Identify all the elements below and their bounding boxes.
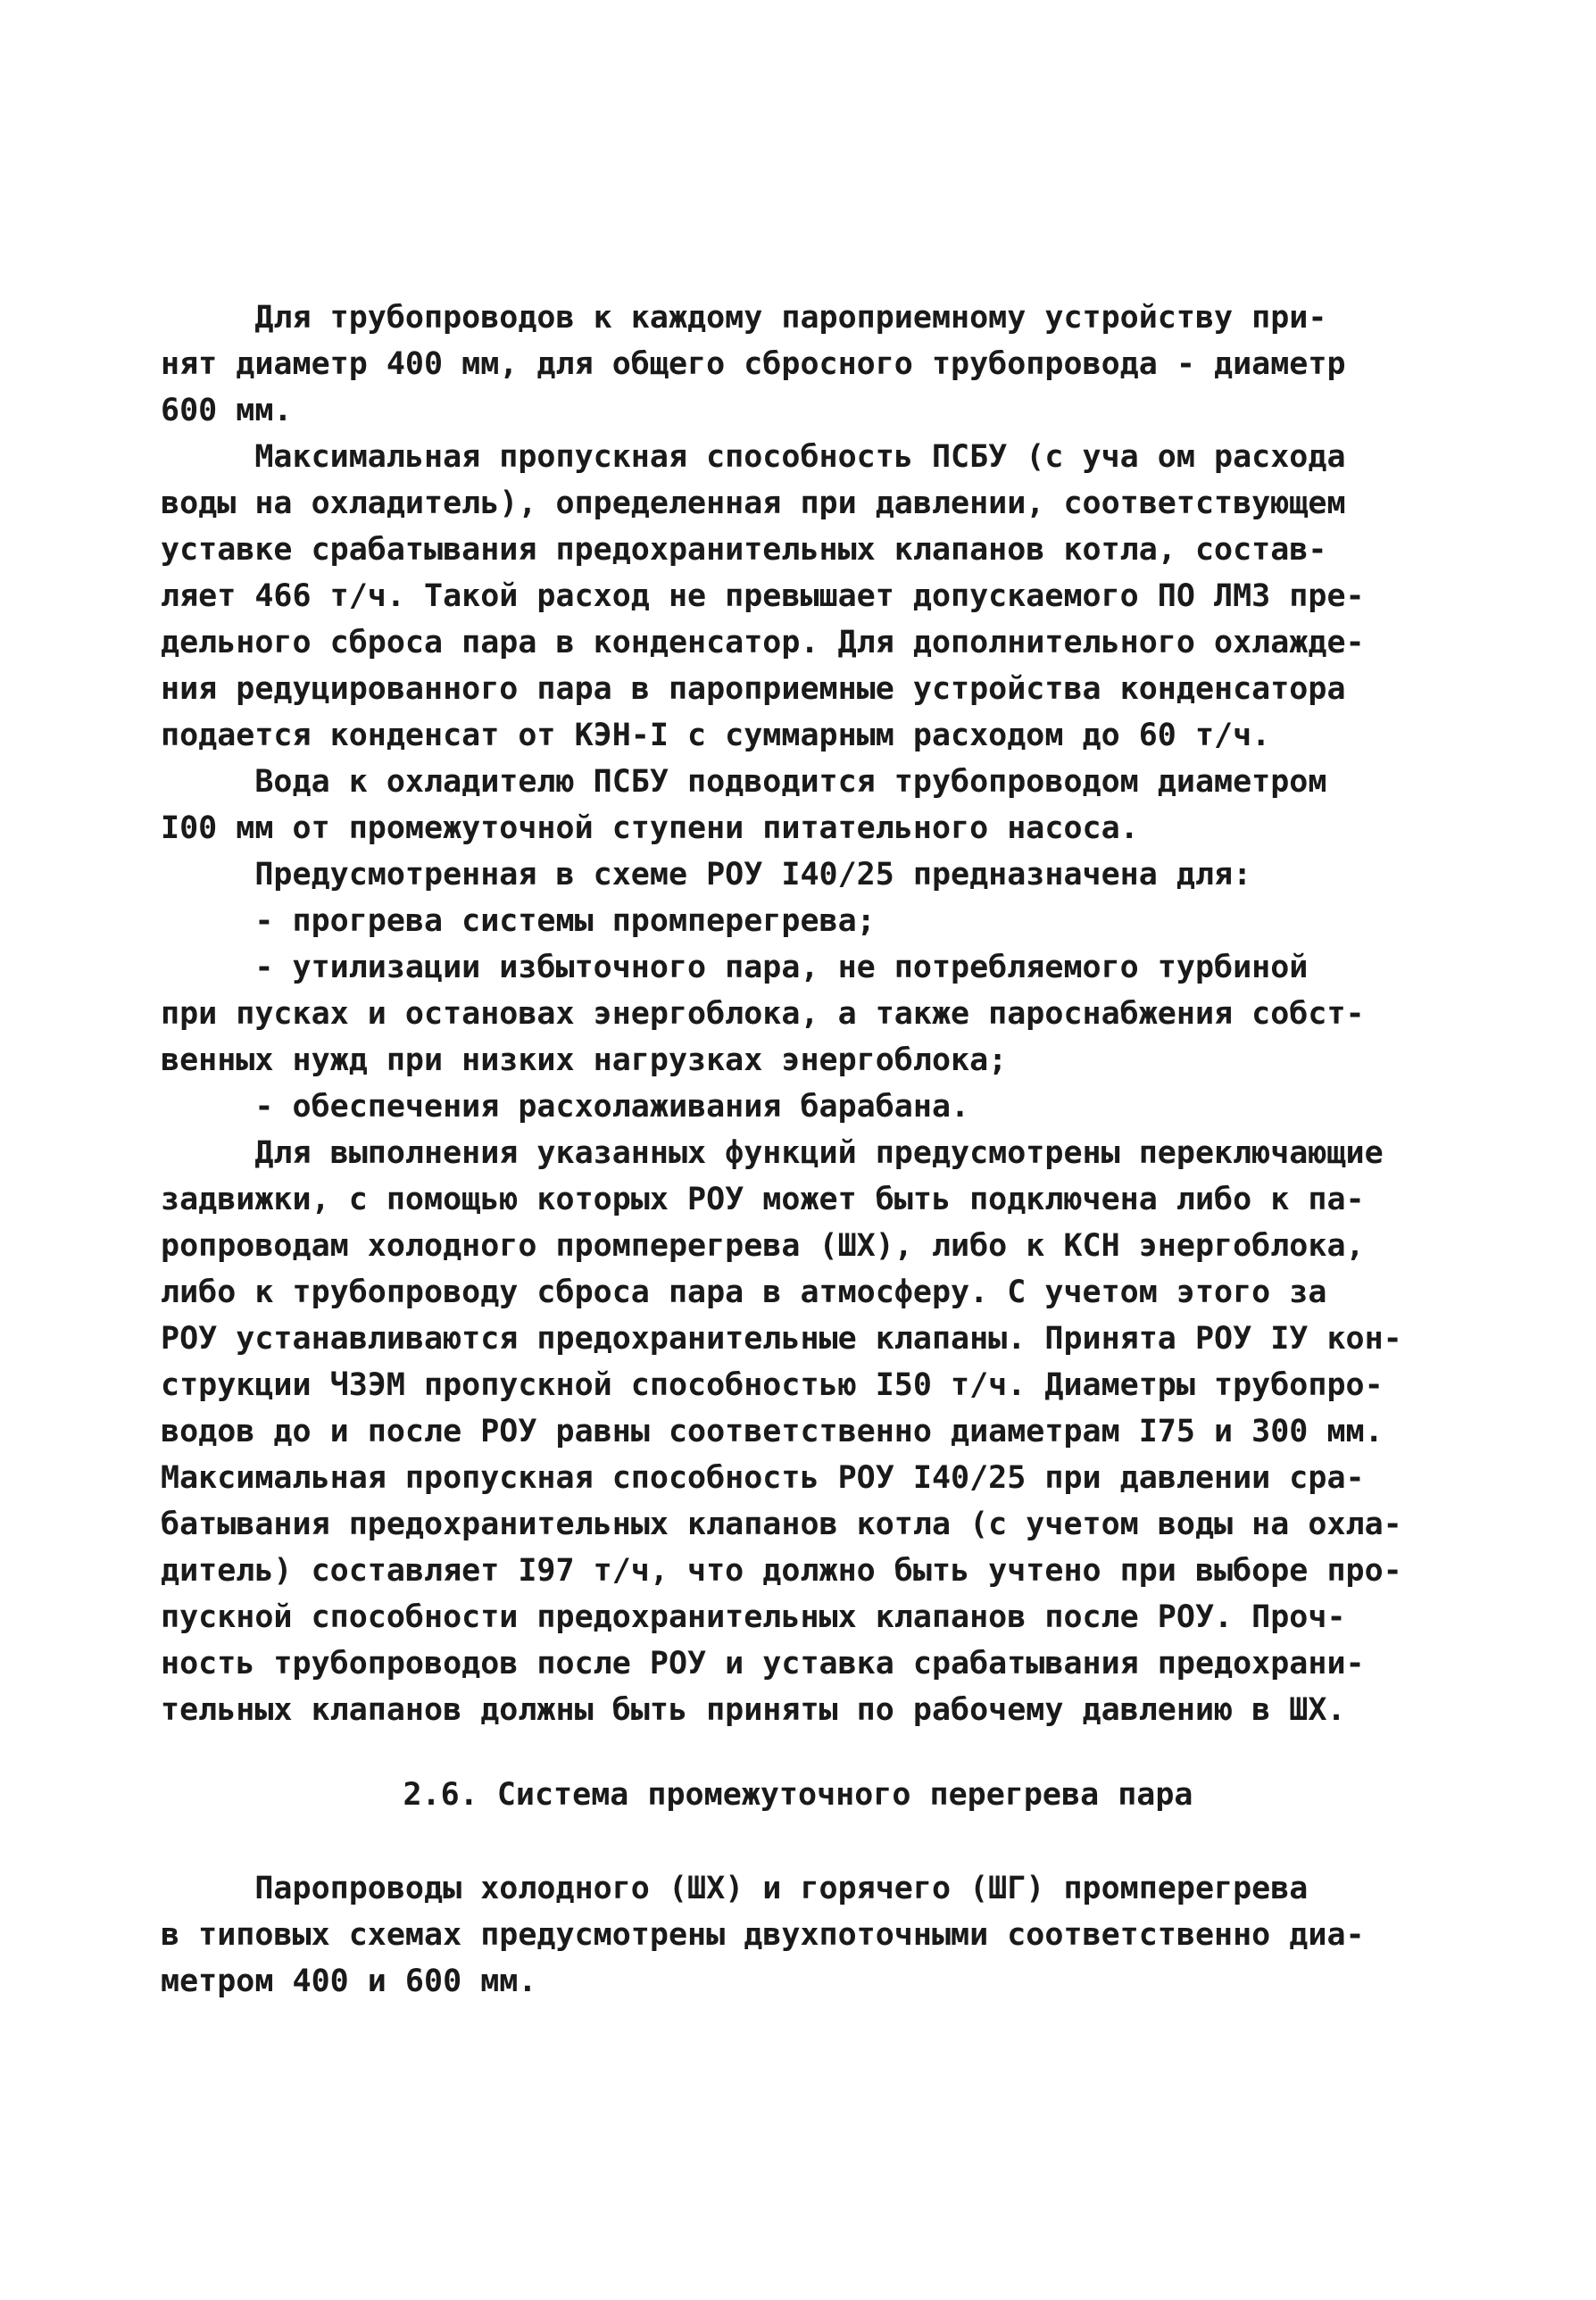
text-line: Максимальная пропускная способность РОУ I40/25 при давлении сра- [161, 1460, 1365, 1496]
text-line: ляет 466 т/ч. Такой расход не превышает допускаемого ПО ЛМЗ пре- [161, 578, 1365, 614]
text-line: Для выполнения указанных функций предусмотрены переключающие [161, 1135, 1384, 1171]
text-line: - утилизации избыточного пара, не потребляемого турбиной [161, 950, 1309, 985]
text-line: РОУ устанавливаются предохранительные клапаны. Принята РОУ IУ кон- [161, 1321, 1402, 1357]
text-line: ния редуцированного пара в пароприемные устройства конденсатора [161, 671, 1346, 707]
text-line: задвижки, с помощью которых РОУ может быть подключена либо к па- [161, 1182, 1365, 1217]
text-line: Для трубопроводов к каждому пароприемному устройству при- [161, 300, 1327, 336]
text-line: Максимальная пропускная способность ПСБУ (с уча ом расхода [161, 439, 1346, 475]
text-line: струкции ЧЗЭМ пропускной способностью I50 т/ч. Диаметры трубопро- [161, 1367, 1384, 1403]
text-line: ность трубопроводов после РОУ и уставка срабатывания предохрани- [161, 1646, 1365, 1681]
text-line: уставке срабатывания предохранительных клапанов котла, состав- [161, 532, 1327, 568]
text-line: венных нужд при низких нагрузках энергоблока; [161, 1042, 1008, 1078]
text-line: пускной способности предохранительных клапанов после РОУ. Проч- [161, 1599, 1346, 1635]
text-line: в типовых схемах предусмотрены двухпоточными соответственно диа- [161, 1917, 1365, 1953]
text-line: батывания предохранительных клапанов котла (с учетом воды на охла- [161, 1507, 1402, 1542]
text-line: дельного сброса пара в конденсатор. Для дополнительного охлажде- [161, 625, 1365, 660]
text-line: подается конденсат от КЭН-I с суммарным расходом до 60 т/ч. [161, 718, 1271, 753]
text-line: I00 мм от промежуточной ступени питательного насоса. [161, 810, 1139, 846]
text-line: тельных клапанов должны быть приняты по рабочему давлению в ШХ. [161, 1692, 1346, 1728]
text-line: либо к трубопроводу сброса пара в атмосферу. С учетом этого за [161, 1275, 1327, 1310]
text-line: Паропроводы холодного (ШХ) и горячего (ШГ) промперегрева [161, 1871, 1309, 1906]
text-line: воды на охладитель), определенная при давлении, соответствующем [161, 486, 1346, 521]
text-line: 600 мм. [161, 393, 293, 428]
text-line: при пусках и остановах энергоблока, а также пароснабжения собст- [161, 996, 1365, 1032]
text-line: метром 400 и 600 мм. [161, 1964, 537, 1999]
text-line: Предусмотренная в схеме РОУ I40/25 предназначена для: [161, 857, 1252, 893]
text-line: - обеспечения расхолаживания барабана. [161, 1089, 970, 1125]
text-line: - прогрева системы промперегрева; [161, 903, 876, 939]
text-line: нят диаметр 400 мм, для общего сбросного трубопровода - диаметр [161, 346, 1346, 382]
section-heading: 2.6. Система промежуточного перегрева пара [403, 1777, 1193, 1813]
text-line: водов до и после РОУ равны соответственно диаметрам I75 и 300 мм. [161, 1414, 1384, 1449]
text-line: дитель) составляет I97 т/ч, что должно быть учтено при выборе про- [161, 1553, 1402, 1589]
text-line: Вода к охладителю ПСБУ подводится трубопроводом диаметром [161, 764, 1327, 800]
text-line: ропроводам холодного промперегрева (ШХ), либо к КСН энергоблока, [161, 1228, 1365, 1264]
